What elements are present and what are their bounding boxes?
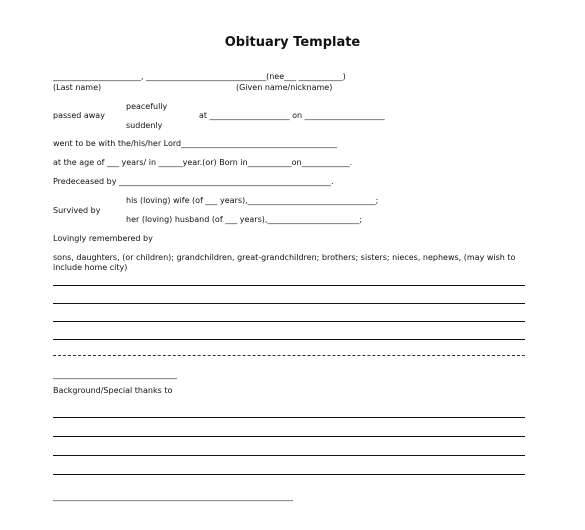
at-on-blank-line[interactable]: at ____________________ on ____________________ — [199, 111, 385, 120]
given-name-label: (Given name/nickname) — [236, 83, 333, 92]
writing-line[interactable] — [53, 321, 525, 322]
survived-by-label: Survived by — [53, 206, 101, 215]
wife-line[interactable]: his (loving) wife (of ___ years),________________________________; — [126, 196, 379, 205]
writing-line[interactable] — [53, 417, 525, 418]
writing-line[interactable] — [53, 285, 525, 286]
short-blank-line[interactable]: _______________________________ — [53, 370, 177, 379]
writing-line[interactable] — [53, 355, 525, 356]
background-thanks-label: Background/Special thanks to — [53, 386, 173, 395]
writing-line[interactable] — [53, 455, 525, 456]
writing-line[interactable] — [53, 436, 525, 437]
lovingly-remembered-label: Lovingly remembered by — [53, 234, 153, 243]
writing-line[interactable] — [53, 339, 525, 340]
last-name-label: (Last name) — [53, 83, 102, 92]
writing-line[interactable] — [53, 474, 525, 475]
option-peacefully: peacefully — [126, 102, 168, 111]
relatives-text: sons, daughters, (or children); grandchildren, great-grandchildren; brothers; sisters; nieces, nephews, (may wish to include home city) — [53, 253, 516, 272]
went-to-be-line[interactable]: went to be with the/his/her Lord_______________________________________ — [53, 139, 338, 148]
final-blank-line[interactable]: ____________________________________________________________ — [53, 492, 293, 501]
name-blank-line[interactable]: ______________________, ______________________________(nee___ ___________) — [53, 72, 346, 81]
page-title: Obituary Template — [224, 35, 361, 50]
husband-line[interactable]: her (loving) husband (of ___ years),_______________________; — [126, 215, 363, 224]
option-suddenly: suddenly — [126, 121, 163, 130]
writing-line[interactable] — [53, 303, 525, 304]
age-born-line[interactable]: at the age of ___ years/ in ______year.(or) Born in___________on____________. — [53, 158, 353, 167]
passed-away-label: passed away — [53, 111, 105, 120]
predeceased-line[interactable]: Predeceased by _____________________________________________________. — [53, 177, 334, 186]
